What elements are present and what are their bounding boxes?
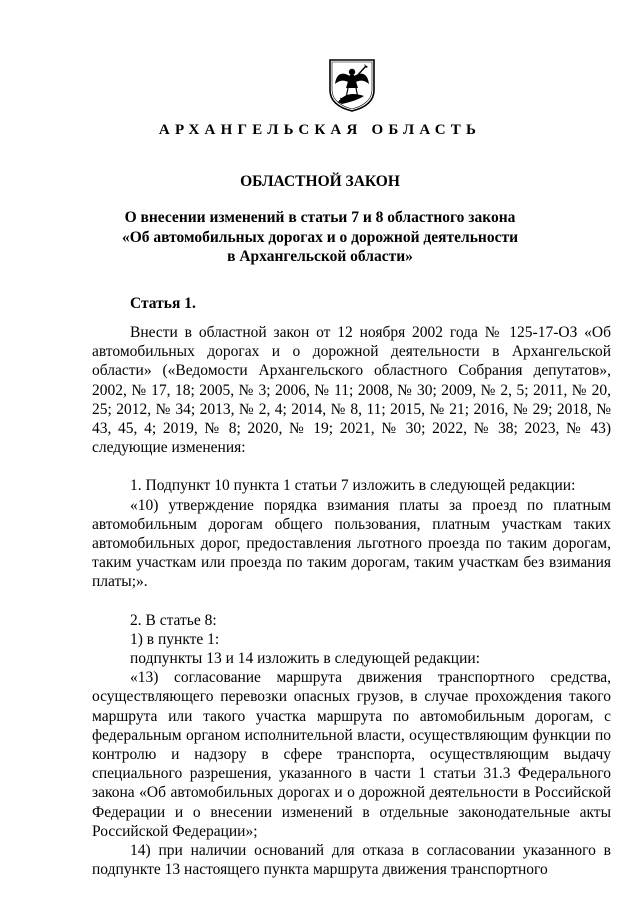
- article-paragraph: «10) утверждение порядка взимания платы за проезд по платным автомобильным дорогам общего пользования, платным участкам таких автомобильных дорог, предоставления льготного проезда по таким дорогам, таким участкам или проезда по таким дорогам, таким участкам без взимания платы;».: [92, 496, 611, 591]
- law-title-line: «Об автомобильных дорогах и о дорожной деятельности: [121, 228, 519, 246]
- law-title-line: в Архангельской области»: [227, 248, 413, 265]
- arkhangelsk-coat-of-arms-icon: [328, 58, 376, 112]
- article-paragraph: 1. Подпункт 10 пункта 1 статьи 7 изложить в следующей редакции:: [130, 477, 576, 495]
- region-name: АРХАНГЕЛЬСКАЯ ОБЛАСТЬ: [158, 122, 482, 138]
- article-paragraph: 1) в пункте 1:: [130, 630, 220, 648]
- law-title: [80, 208, 560, 267]
- article-body: [92, 323, 611, 879]
- law-title-line: О внесении изменений в статьи 7 и 8 областного закона: [124, 209, 516, 226]
- article-paragraph: подпункты 13 и 14 изложить в следующей редакции:: [130, 650, 480, 668]
- article-paragraph: «13) согласование маршрута движения транспортного средства, осуществляющего перевозки опасных грузов, в случае прохождения такого маршрута или такого участка маршрута по автомобильным дорогам, с федеральным органом исполнительной власти, осуществляющим функции по контролю и надзору в сфере транспорта, осуществляющим выдачу специального разрешения, указанного в части 1 статьи 31.3 Федерального закона «Об автомобильных дорогах и о дорожной деятельности в Российской Федерации и о внесении изменений в отдельные законодательные акты Российской Федерации»;: [92, 669, 611, 840]
- article-paragraph: Внести в областной закон от 12 ноября 2002 года № 125-17-ОЗ «Об автомобильных дорогах и о дорожной деятельности в Архангельской области» («Ведомости Архангельского областного Собрания депутатов», 2002, № 17, 18; 2005, № 3; 2006, № 11; 2008, № 30; 2009, № 2, 5; 2011, № 20, 25; 2012, № 34; 2013, № 2, 4; 2014, № 8, 11; 2015, № 21; 2016, № 29; 2018, № 43, 45, 4; 2019, № 8; 2020, № 19; 2021, № 30; 2022, № 38; 2023, № 43) следующие изменения:: [92, 324, 611, 457]
- article-heading: Статья 1.: [130, 295, 196, 312]
- article-paragraph: 2. В статье 8:: [130, 611, 217, 629]
- law-type: ОБЛАСТНОЙ ЗАКОН: [240, 173, 400, 190]
- article-paragraph: 14) при наличии оснований для отказа в согласовании указанного в подпункте 13 настоящего пункта маршрута движения транспортного: [92, 842, 611, 879]
